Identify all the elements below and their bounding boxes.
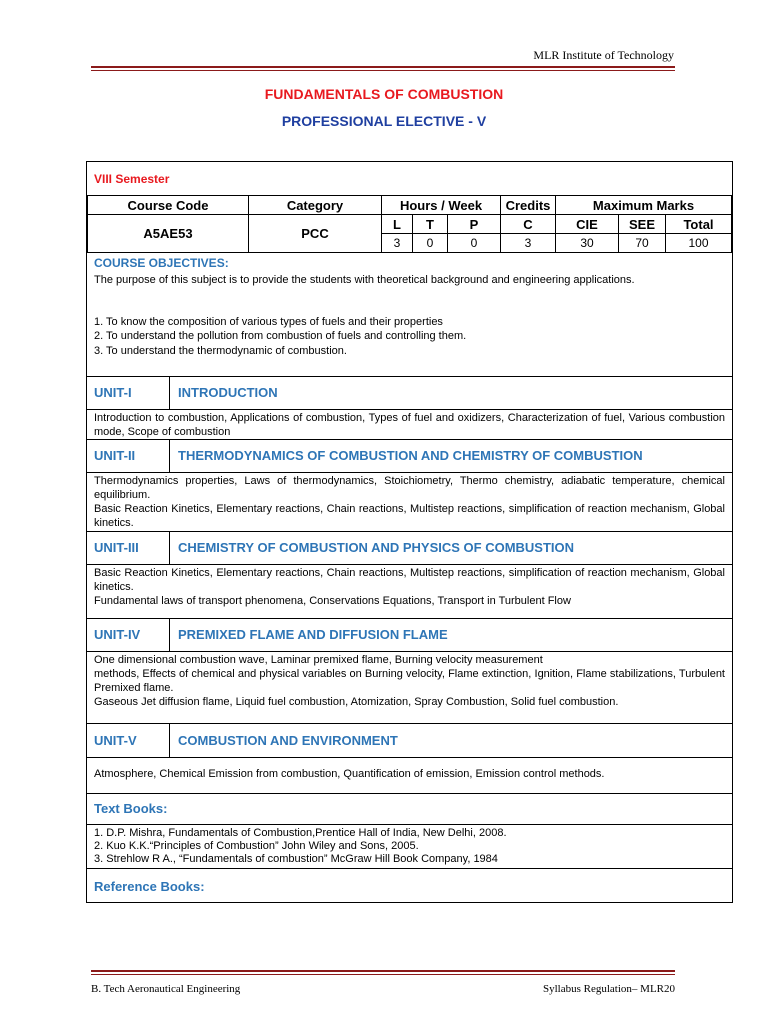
syllabus-table [86,161,733,903]
hours-header: Hours / Week [382,196,501,215]
divider [87,723,732,724]
course-code-value: A5AE53 [88,215,249,253]
course-subtitle: PROFESSIONAL ELECTIVE - V [281,113,487,129]
category-header: Category [249,196,382,215]
course-info-table [87,195,732,253]
objectives-heading: COURSE OBJECTIVES: [94,256,229,270]
divider [87,564,732,565]
objective-item: 3. To understand the thermodynamic of combustion. [94,345,347,357]
value-total: 100 [666,234,732,253]
category-value: PCC [249,215,382,253]
semester-label: VIII Semester [94,172,170,186]
value-cie: 30 [556,234,619,253]
objective-item: 1. To know the composition of various types of fuels and their properties [94,316,443,328]
sub-header-see: SEE [619,215,666,234]
text-book-item: 1. D.P. Mishra, Fundamentals of Combustion,Prentice Hall of India, New Delhi, 2008. [94,827,507,839]
unit-4-content: Gaseous Jet diffusion flame, Liquid fuel combustion, Atomization, Spray Combustion, Solid fuel combustion. [94,696,619,708]
unit-5-label: UNIT-V [94,733,137,748]
divider [87,439,732,440]
credits-header: Credits [501,196,556,215]
unit-2-content: Basic Reaction Kinetics, Elementary reactions, Chain reactions, Multistep reactions, simplification of reaction mechanism, Global kinetics. [94,503,725,529]
divider [87,618,732,619]
divider [87,472,732,473]
unit-divider [169,376,170,409]
value-see: 70 [619,234,666,253]
institute-name: MLR Institute of Technology [533,48,674,62]
divider [87,793,732,794]
text-books-heading: Text Books: [94,801,168,816]
header-rule [91,66,675,68]
unit-2-content: Thermodynamics properties, Laws of thermodynamics, Stoichiometry, Thermo chemistry, adiabatic temperature, chemical equilibrium. [94,475,725,501]
unit-1-title: INTRODUCTION [178,385,278,400]
unit-4-title: PREMIXED FLAME AND DIFFUSION FLAME [178,627,448,642]
value-l: 3 [382,234,413,253]
marks-header: Maximum Marks [556,196,732,215]
unit-4-label: UNIT-IV [94,627,141,642]
unit-1-label: UNIT-I [94,385,132,400]
unit-divider [169,723,170,757]
objectives-intro: The purpose of this subject is to provide the students with theoretical background and engineering applications. [94,274,635,286]
sub-header-l: L [382,215,413,234]
objective-item: 2. To understand the pollution from combustion of fuels and controlling them. [94,330,467,342]
divider [87,868,732,869]
course-code-header: Course Code [88,196,249,215]
value-c: 3 [501,234,556,253]
value-t: 0 [413,234,448,253]
unit-4-content: methods, Effects of chemical and physical variables on Burning velocity, Flame extinction, Ignition, Flame stabilizations, Turbulent Premixed flame. [94,668,725,694]
unit-5-title: COMBUSTION AND ENVIRONMENT [178,733,398,748]
footer-program: B. Tech Aeronautical Engineering [91,983,241,995]
unit-3-content: Basic Reaction Kinetics, Elementary reactions, Chain reactions, Multistep reactions, simplification of reaction mechanism, Global kinetics. [94,567,725,593]
sub-header-total: Total [666,215,732,234]
sub-header-c: C [501,215,556,234]
unit-3-content: Fundamental laws of transport phenomena, Conservations Equations, Transport in Turbulent Flow [94,595,571,607]
unit-5-content: Atmosphere, Chemical Emission from combustion, Quantification of emission, Emission control methods. [94,768,605,780]
sub-header-t: T [413,215,448,234]
value-p: 0 [448,234,501,253]
unit-1-content: Introduction to combustion, Applications of combustion, Types of fuel and oxidizers, Characterization of fuel, Various combustion mode, Scope of combustion [94,412,725,438]
divider [87,651,732,652]
unit-3-label: UNIT-III [94,540,139,555]
footer-rule [91,970,675,972]
divider [87,824,732,825]
unit-2-label: UNIT-II [94,448,136,463]
unit-divider [169,618,170,651]
unit-divider [169,531,170,564]
course-title: FUNDAMENTALS OF COMBUSTION [264,86,504,102]
divider [87,757,732,758]
text-book-item: 3. Strehlow R A., “Fundamentals of combustion” McGraw Hill Book Company, 1984 [94,853,498,865]
footer-rule-thin [91,974,675,975]
text-book-item: 2. Kuo K.K.“Principles of Combustion” John Wiley and Sons, 2005. [94,840,419,852]
unit-4-content: One dimensional combustion wave, Laminar premixed flame, Burning velocity measurement [94,654,543,666]
divider [87,409,732,410]
sub-header-p: P [448,215,501,234]
reference-books-heading: Reference Books: [94,879,205,894]
divider [87,376,732,377]
divider [87,531,732,532]
text-books-list [94,827,725,866]
footer-regulation: Syllabus Regulation– MLR20 [543,983,675,995]
unit-divider [169,439,170,472]
unit-2-title: THERMODYNAMICS OF COMBUSTION AND CHEMISTRY OF COMBUSTION [178,448,643,463]
unit-3-title: CHEMISTRY OF COMBUSTION AND PHYSICS OF COMBUSTION [178,540,575,555]
sub-header-cie: CIE [556,215,619,234]
header-rule-thin [91,70,675,71]
